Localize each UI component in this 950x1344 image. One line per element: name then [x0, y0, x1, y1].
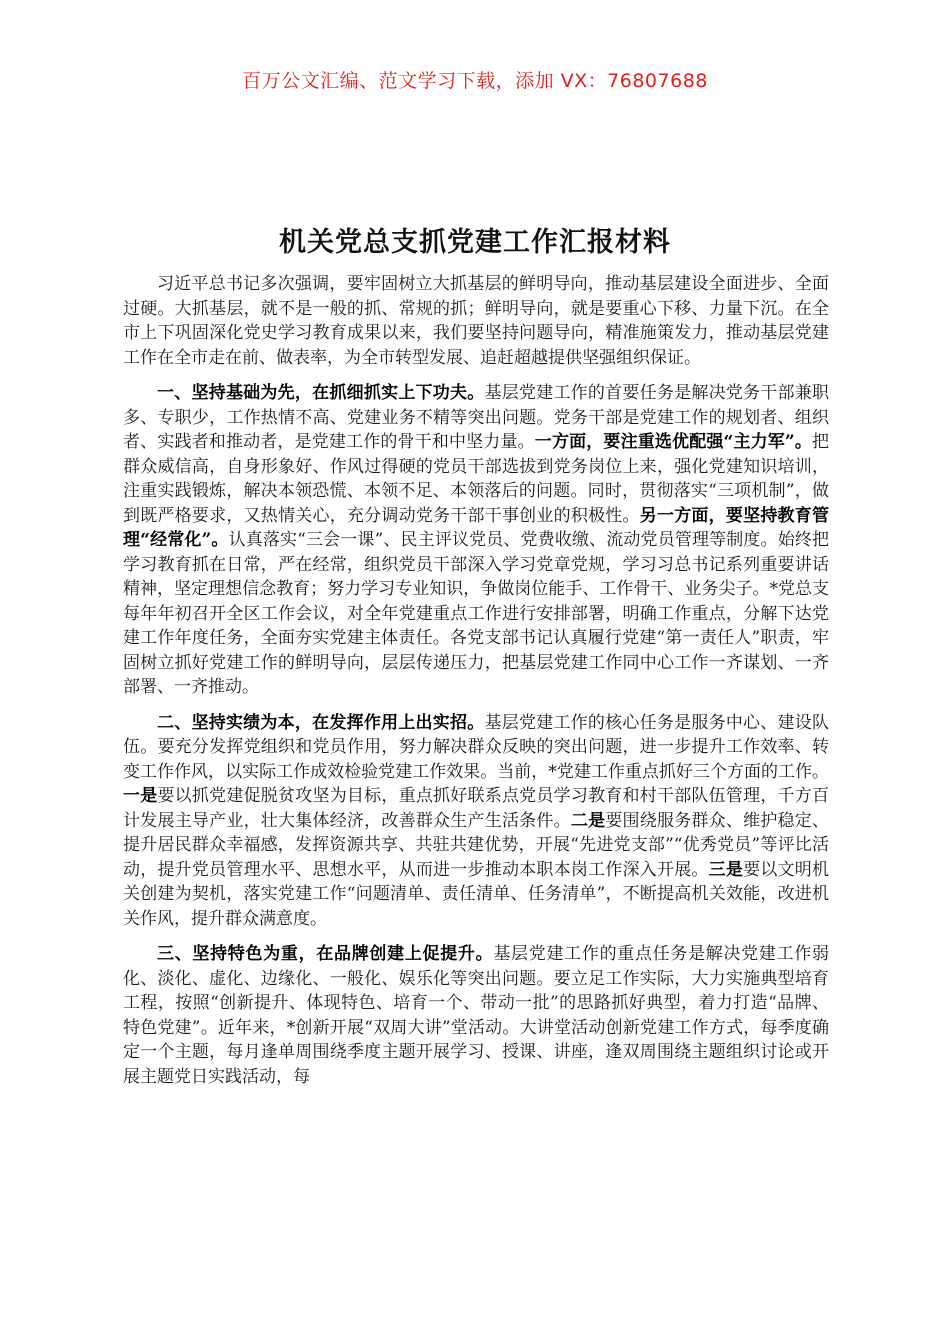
section-1-bold-b: 一方面，要注重选优配强“主力军”。	[534, 432, 813, 452]
section-2-text-e: 要围绕服务群众、维护稳定、提升居民群众幸福感，发挥资源共享、共驻共建优势，开展“先进党支部”“优秀党员”等评比活动，提升党员管理水平、思想水平，从而进一步推动本职本岗工作深入开展。	[123, 810, 830, 880]
intro-text: 习近平总书记多次强调，要牢固树立大抓基层的鲜明导向，推动基层建设全面进步、全面过硬。大抓基层，就不是一般的抓、常规的抓；鲜明导向，就是要重心下移、力量下沉。在全市上下巩固深化党史学习教育成果以来，我们要坚持问题导向，精准施策发力，推动基层党建工作在全市走在前、做表率，为全市转型发展、追赶超越提供坚强组织保证。	[123, 274, 829, 368]
section-1-paragraph	[123, 381, 829, 700]
section-1-text-a: 基层党建工作的首要任务是解决党务干部兼职多、专职少，工作热情不高、党建业务不精等突出问题。党务干部是党建工作的规划者、组织者、实践者和推动者，是党建工作的骨干和中坚力量。	[123, 383, 829, 452]
section-3-heading: 三、坚持特色为重，在品牌创建上促提升。	[157, 944, 494, 964]
section-2-text-a: 基层党建工作的核心任务是服务中心、建设队伍。要充分发挥党组织和党员作用，努力解决群众反映的突出问题，进一步提升工作效率、转变工作作风，以实际工作成效检验党建工作效果。当前，*党建工作重点抓好三个方面的工作。	[123, 712, 829, 782]
document-body	[123, 272, 829, 1100]
section-3-paragraph	[123, 942, 829, 1089]
document-title: 机关党总支抓党建工作汇报材料	[279, 227, 671, 258]
section-3-text-a: 基层党建工作的重点任务是解决党建工作弱化、淡化、虚化、边缘化、一般化、娱乐化等突出问题。要立足工作实际，大力实施典型培育工程，按照“创新提升、体现特色、培育一个、带动一批”的思路抓好典型，着力打造“品牌、特色党建”。近年来，*创新开展“双周大讲”堂活动。大讲堂活动创新党建工作方式，每季度确定一个主题，每月逢单周围绕季度主题开展学习、授课、讲座，逢双周围绕主题组织讨论或开展主题党日实践活动，每	[123, 944, 830, 1087]
section-2-bold-d: 二是	[570, 810, 606, 831]
section-2-text-g: 要以文明机关创建为契机，落实党建工作“问题清单、责任清单、任务清单”，不断提高机关效能，改进机关作风，提升群众满意度。	[123, 859, 830, 929]
intro-paragraph	[123, 272, 829, 370]
section-2-bold-b: 一是	[123, 786, 158, 806]
section-2-bold-f: 三是	[708, 859, 744, 880]
section-1-bold-d: 另一方面，要坚持教育管理“经常化”。	[123, 505, 829, 550]
section-1-heading: 一、坚持基础为先，在抓细抓实上下功夫。	[157, 383, 485, 403]
section-2-paragraph	[123, 711, 829, 932]
section-2-text-c: 要以抓党建促脱贫攻坚为目标，重点抓好联系点党员学习教育和村干部队伍管理，千方百计发展主导产业，壮大集体经济，改善群众生产生活条件。	[123, 786, 830, 831]
section-2-heading: 二、坚持实绩为本，在发挥作用上出实招。	[157, 712, 485, 733]
header-banner: 百万公文汇编、范文学习下载，添加 VX：76807688	[242, 70, 708, 92]
section-1-text-e: 认真落实“三会一课”、民主评议党员、党费收缴、流动党员管理等制度。始终把学习教育抓在日常，严在经常，组织党员干部深入学习党章党规，学习习总书记系列重要讲话精神，坚定理想信念教育；努力学习专业知识，争做岗位能手、工作骨干、业务尖子。*党总支每年年初召开全区工作会议，对全年党建重点工作进行安排部署，明确工作重点，分解下达党建工作年度任务，全面夯实党建主体责任。各党支部书记认真履行党建“第一责任人”职责，牢固树立抓好党建工作的鲜明导向，层层传递压力，把基层党建工作同中心工作一齐谋划、一齐部署、一齐推动。	[123, 530, 829, 697]
section-1-text-c: 把群众威信高，自身形象好、作风过得硬的党员干部选拔到党务岗位上来，强化党建知识培训，注重实践锻炼，解决本领恐慌、本领不足、本领落后的问题。同时，贯彻落实“三项机制”，做到既严格要求，又热情关心，充分调动党务干部干事创业的积极性。	[123, 432, 830, 526]
